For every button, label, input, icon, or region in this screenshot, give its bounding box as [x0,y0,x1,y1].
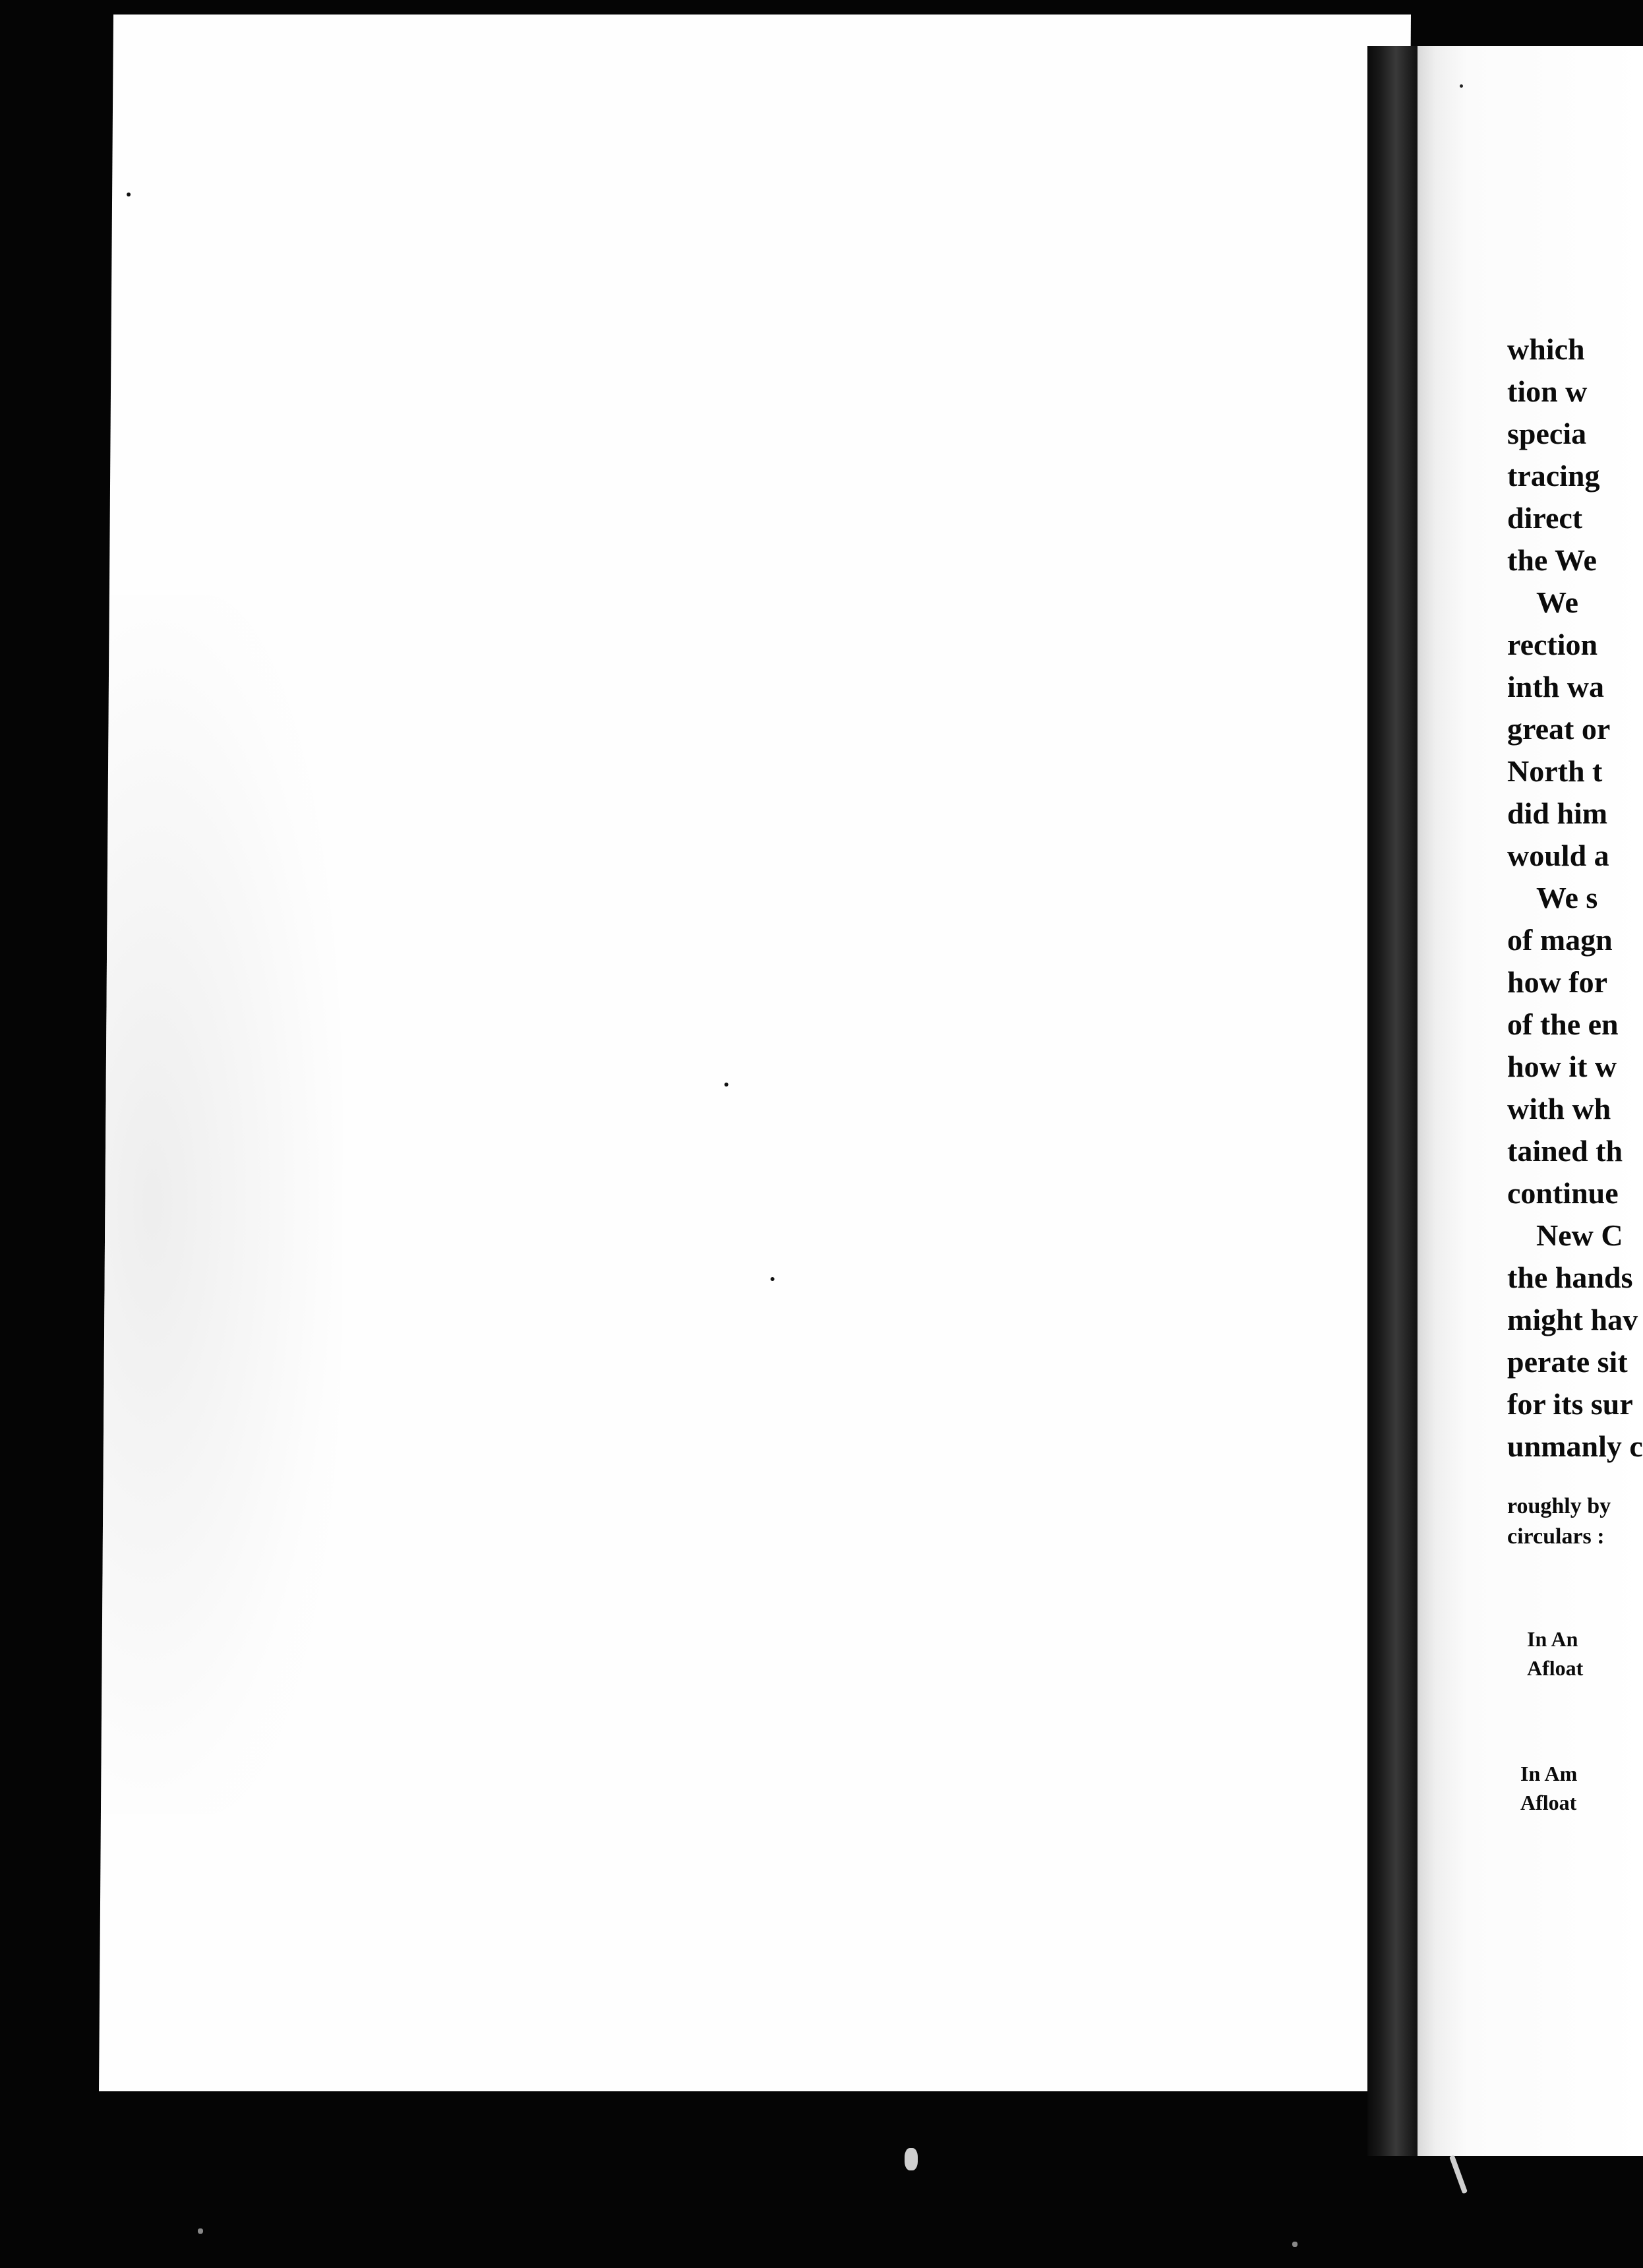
text-line: direct [1507,501,1583,535]
right-page-text [1418,46,1643,2156]
text-line: continue [1507,1176,1619,1210]
text-line: of the en [1507,1007,1619,1041]
text-line: would a [1507,839,1609,872]
quote-line: Afloat [1520,1791,1577,1814]
debris-mark [905,2148,918,2170]
text-line: with wh [1507,1092,1611,1125]
text-line: which [1507,332,1585,366]
text-line: inth wa [1507,670,1604,703]
note-line: circulars : [1507,1524,1605,1549]
debris-mark [1449,2155,1468,2193]
text-line: tion w [1507,374,1588,408]
text-line: for its sur [1507,1387,1633,1421]
spacer [1507,1468,1643,1491]
text-line: unmanly c [1507,1429,1643,1463]
speck [127,193,131,196]
text-line: We s [1536,881,1598,914]
text-line: the We [1507,543,1597,577]
debris-mark [198,2228,203,2234]
text-line: perate sit [1507,1345,1628,1379]
text-line: rection [1507,628,1598,661]
right-page-text-block [1507,328,1643,1817]
text-line: of magn [1507,923,1613,957]
blank-left-page [99,15,1411,2091]
quote-line: In Am [1520,1762,1578,1785]
speck [725,1083,729,1087]
text-line: tracing [1507,459,1600,492]
speck [1460,84,1463,88]
debris-mark [1292,2242,1298,2247]
spacer [1507,1552,1643,1625]
text-line: how for [1507,965,1608,999]
text-line: how it w [1507,1050,1617,1083]
quote-line: In An [1527,1627,1578,1651]
text-line: North t [1507,754,1603,788]
note-line: roughly by [1507,1494,1611,1518]
spacer [1507,1683,1643,1759]
text-line: the hands [1507,1261,1633,1294]
quote-line: Afloat [1527,1656,1584,1680]
text-line: We [1536,585,1578,619]
text-line: specia [1507,417,1587,450]
water-stain [101,595,347,1814]
text-line: did him [1507,796,1608,830]
text-line: might hav [1507,1303,1638,1336]
text-line: New C [1536,1218,1623,1252]
text-line: tained th [1507,1134,1623,1168]
text-line: great or [1507,712,1611,746]
speck [771,1277,775,1281]
